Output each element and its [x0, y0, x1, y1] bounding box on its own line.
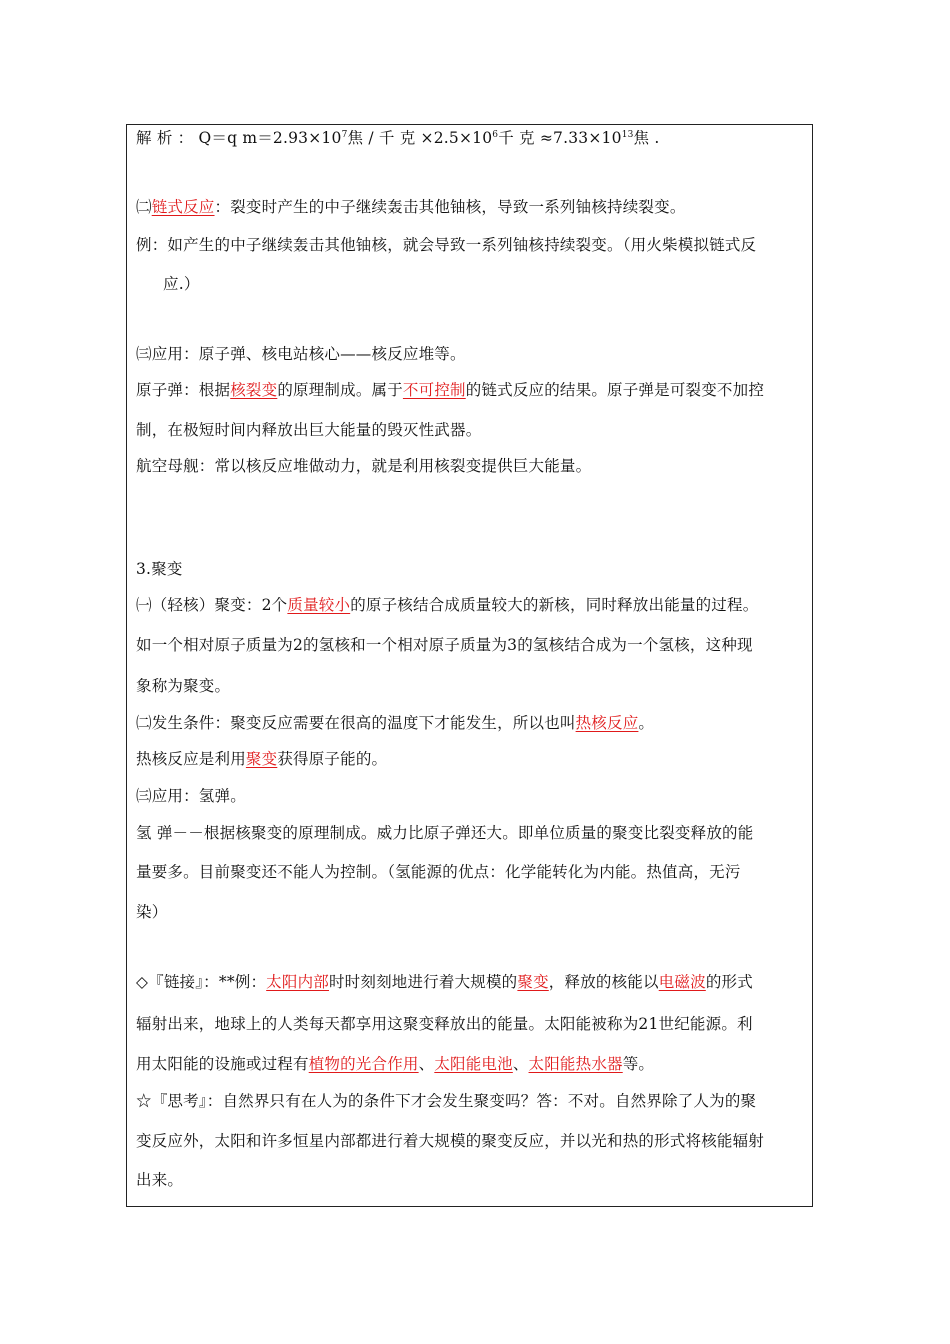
formula-line — [136, 128, 660, 148]
hydrogen-bomb-line-2: 量要多。目前聚变还不能人为控制。（氢能源的优点：化学能转化为内能。热值高，无污 — [136, 863, 741, 881]
text-segment: 的链式反应的结果。原子弹是可裂变不加控 — [465, 381, 765, 399]
key-term: 热核反应 — [575, 714, 639, 732]
separator: 、 — [418, 1055, 435, 1073]
key-term: 太阳能电池 — [434, 1055, 513, 1073]
key-term: 聚变 — [245, 750, 278, 768]
key-term: 链式反应 — [151, 198, 215, 216]
key-term: 太阳能热水器 — [528, 1055, 623, 1073]
key-term: 聚变 — [517, 973, 549, 991]
link-line-1 — [136, 972, 753, 992]
content-frame — [126, 124, 813, 1207]
formula-exponent: 6 — [492, 130, 499, 140]
text-segment: 。 — [638, 714, 655, 732]
fusion-definition — [136, 595, 758, 615]
hydrogen-bomb-line-3: 染） — [136, 903, 168, 921]
formula-middle: 焦 / 千 克 ×2.5×10 — [347, 129, 493, 147]
key-term: 不可控制 — [402, 381, 466, 399]
link-line-2: 辐射出来，地球上的人类每天都享用这聚变释放出的能量。太阳能被称为21世纪能源。利 — [136, 1015, 753, 1033]
fusion-example-line-2: 象称为聚变。 — [136, 677, 231, 695]
key-term: 植物的光合作用 — [308, 1055, 419, 1073]
think-line-3: 出来。 — [136, 1171, 184, 1189]
link-line-3 — [136, 1054, 654, 1074]
text-segment: 获得原子能的。 — [277, 750, 388, 768]
text-segment: 的原子核结合成质量较大的新核，同时释放出能量的过程。 — [350, 596, 759, 614]
chain-example-line-2: 应.） — [163, 275, 200, 293]
text-segment: ㈠（轻核）聚变：2个 — [136, 596, 288, 614]
text-segment: 的形式 — [705, 973, 753, 991]
separator: 、 — [512, 1055, 529, 1073]
formula-exponent: 7 — [341, 130, 348, 140]
think-line-2: 变反应外，太阳和许多恒星内部都进行着大规模的聚变反应，并以光和热的形式将核能辐射 — [136, 1132, 765, 1150]
fusion-example-line-1: 如一个相对原子质量为2的氢核和一个相对原子质量为3的氢核结合成为一个氢核，这种现 — [136, 636, 753, 654]
text-segment: 时时刻刻地进行着大规模的 — [328, 973, 518, 991]
text-segment: 原子弹：根据 — [136, 381, 231, 399]
key-term: 质量较小 — [287, 596, 351, 614]
fusion-application: ㈢应用：氢弹。 — [136, 787, 246, 805]
text-segment: ，释放的核能以 — [548, 973, 659, 991]
key-term: 太阳内部 — [266, 973, 329, 991]
aircraft-carrier-line: 航空母舰：常以核反应堆做动力，就是利用核裂变提供巨大能量。 — [136, 457, 592, 475]
thermonuclear-line — [136, 749, 387, 769]
formula-suffix: 焦 . — [633, 129, 660, 147]
atomic-bomb-line-2: 制，在极短时间内释放出巨大能量的毁灭性武器。 — [136, 421, 482, 439]
formula-prefix: 解 析 ： Q＝q m＝2.93×10 — [136, 129, 342, 147]
text-segment: 等。 — [622, 1055, 655, 1073]
application-line: ㈢应用：原子弹、核电站核心——核反应堆等。 — [136, 345, 466, 363]
section-heading: 3.聚变 — [136, 560, 183, 578]
text-segment: 用太阳能的设施或过程有 — [136, 1055, 309, 1073]
definition-text: ：裂变时产生的中子继续轰击其他铀核，导致一系列铀核持续裂变。 — [214, 198, 686, 216]
text-segment: 热核反应是利用 — [136, 750, 246, 768]
item-marker: ㈡ — [136, 198, 152, 216]
text-segment: ◇『链接』：**例： — [136, 973, 267, 991]
formula-middle: 千 克 ≈7.33×10 — [498, 129, 622, 147]
hydrogen-bomb-line-1: 氢 弹－－根据核聚变的原理制成。威力比原子弹还大。即单位质量的聚变比裂变释放的能 — [136, 824, 754, 842]
atomic-bomb-line-1 — [136, 380, 764, 400]
key-term: 核裂变 — [230, 381, 278, 399]
chain-definition — [136, 197, 686, 217]
text-segment: 的原理制成。属于 — [277, 381, 403, 399]
chain-example-line-1: 例：如产生的中子继续轰击其他铀核，就会导致一系列铀核持续裂变。（用火柴模拟链式反 — [136, 236, 757, 254]
text-segment: ㈡发生条件：聚变反应需要在很高的温度下才能发生，所以也叫 — [136, 714, 576, 732]
fusion-condition — [136, 713, 654, 733]
key-term: 电磁波 — [658, 973, 706, 991]
think-line-1: ☆『思考』：自然界只有在人为的条件下才会发生聚变吗？答：不对。自然界除了人为的聚 — [136, 1092, 757, 1110]
formula-exponent: 13 — [621, 130, 634, 140]
